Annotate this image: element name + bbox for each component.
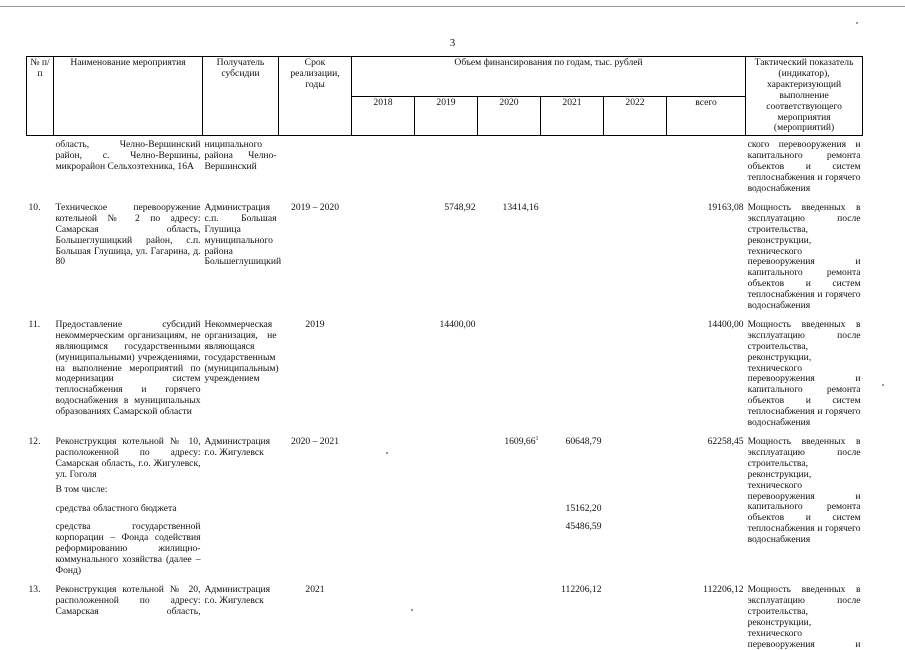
recipient: Администрация г.о. Жигулевск bbox=[204, 583, 271, 606]
recipient: ниципального района Челно-Вершинский bbox=[204, 139, 277, 173]
header-year-2021: 2021 bbox=[541, 96, 604, 136]
value-2021: 60648,79 bbox=[565, 436, 602, 447]
footnote-mark: 1 bbox=[535, 435, 539, 442]
value-2022 bbox=[604, 577, 667, 650]
recipient: Администрация с.п. Большая Глушица муниципального района Большеглушицкий bbox=[204, 201, 282, 268]
recipient: Некоммерческая организация, не являющаяся государственным (муниципальным) учреждением bbox=[204, 318, 279, 385]
indicator: Мощность введенных в эксплуатацию после строительства, реконструкции, технического перевооружения и капитального ремонта объектов и систем теплоснабжения и горячего водоснабжения bbox=[747, 318, 861, 429]
row-num bbox=[27, 136, 54, 195]
activity-name: область, Челно-Вершинский район, с. Челно-Вершины, микрорайон Сельхозтехника, 16А bbox=[55, 139, 201, 173]
value-2019: 14400,00 bbox=[439, 318, 476, 330]
header-num: № п/п bbox=[27, 57, 54, 136]
recipient: Администрация г.о. Жигулевск bbox=[204, 436, 271, 458]
value-2022 bbox=[604, 195, 667, 312]
including-label: В том числе: bbox=[55, 483, 108, 495]
row-num: 12. bbox=[28, 436, 41, 447]
value-total: 62258,45 bbox=[707, 436, 744, 447]
value-2019 bbox=[415, 429, 478, 481]
regional-budget-2021: 15162,20 bbox=[565, 502, 602, 514]
header-recipient: Получатель субсидии bbox=[203, 57, 279, 136]
value-2018 bbox=[352, 195, 415, 312]
fund-2021: 45486,59 bbox=[565, 521, 602, 533]
table-row bbox=[27, 577, 863, 650]
activity-name: Реконструкция котельной № 10, расположенной по адресу: Самарская область, г.о. Жигулевск, ул. Гоголя bbox=[55, 436, 201, 480]
header-year-2022: 2022 bbox=[604, 96, 667, 136]
term: 2019 – 2020 bbox=[291, 201, 339, 213]
table-row bbox=[27, 481, 863, 496]
value-2021 bbox=[541, 195, 604, 312]
regional-budget-label: средства областного бюджета bbox=[55, 502, 177, 514]
row-num: 13. bbox=[28, 583, 41, 595]
value-2018 bbox=[352, 577, 415, 650]
scan-speck bbox=[386, 452, 388, 454]
value-2022 bbox=[604, 429, 667, 481]
table-row bbox=[27, 496, 863, 515]
header-year-2018: 2018 bbox=[352, 96, 415, 136]
value-2018 bbox=[352, 429, 415, 481]
value-2020 bbox=[478, 429, 541, 481]
header-row-top bbox=[27, 57, 863, 97]
indicator: Мощность введенных в эксплуатацию после строительства, реконструкции, технического перевооружения и капитального ремонта объектов и систем теплоснабжения и горячего водоснабжения bbox=[747, 201, 861, 312]
value-2021: 112206,12 bbox=[561, 583, 602, 595]
header-activity-name: Наименование мероприятия bbox=[54, 57, 203, 136]
header-term: Срок реализации, годы bbox=[279, 57, 352, 136]
row-num: 11. bbox=[28, 318, 41, 330]
value-2022 bbox=[604, 312, 667, 429]
header-funding: Объем финансирования по годам, тыс. рублей bbox=[352, 57, 746, 97]
table-row bbox=[27, 312, 863, 429]
value-2018 bbox=[352, 312, 415, 429]
header-indicator: Тактический показатель (индикатор), характеризующий выполнение соответствующего мероприятия (мероприятий) bbox=[746, 57, 863, 136]
value-total: 112206,12 bbox=[703, 583, 744, 595]
program-activities-table bbox=[26, 56, 863, 650]
value-total: 14400,00 bbox=[707, 318, 744, 330]
header-year-2019: 2019 bbox=[415, 96, 478, 136]
table-row bbox=[27, 429, 863, 481]
page-number: 3 bbox=[449, 37, 456, 49]
value-total: 19163,08 bbox=[707, 201, 744, 213]
table-row bbox=[27, 514, 863, 577]
header-year-2020: 2020 bbox=[478, 96, 541, 136]
value-2020: 13414,16 bbox=[502, 201, 539, 213]
term: 2021 bbox=[305, 583, 325, 595]
activity-name: Реконструкция котельной № 20, расположенной по адресу: Самарская область, bbox=[55, 583, 201, 617]
fund-label: средства государственной корпорации – Фонда содействия реформированию жилищно-коммунального хозяйства (далее – Фонд) bbox=[55, 521, 201, 577]
value-2020 bbox=[478, 312, 541, 429]
value-2020-amount: 1609,66 bbox=[504, 436, 536, 447]
indicator: Мощность введенных в эксплуатацию после строительства, реконструкции, технического перевооружения и капитального ремонта объектов и систем теплоснабжения и горячего водоснабжения bbox=[747, 436, 861, 546]
scan-speck bbox=[411, 609, 413, 611]
term: 2019 bbox=[305, 318, 325, 330]
value-2019 bbox=[415, 577, 478, 650]
value-2019: 5748,92 bbox=[444, 201, 476, 213]
table-row bbox=[27, 136, 863, 195]
indicator: ского перевооружения и капитального ремонта объектов и систем теплоснабжения и горячего водоснабжения bbox=[747, 139, 861, 194]
row-num: 10. bbox=[28, 201, 41, 213]
term: 2020 – 2021 bbox=[291, 436, 339, 447]
value-2020 bbox=[478, 577, 541, 650]
scan-top-edge bbox=[0, 6, 905, 7]
scan-speck bbox=[856, 22, 858, 24]
scan-speck bbox=[882, 384, 884, 386]
activity-name: Предоставление субсидий некоммерческим организациям, не являющимся государственными (муниципальными) учреждениями, на выполнение мероприятий по модернизации систем теплоснабжения и горячего водоснабжения в муниципальных образованиях Самарской области bbox=[55, 318, 201, 418]
table-row bbox=[27, 195, 863, 312]
indicator: Мощность введенных в эксплуатацию после строительства, реконструкции, технического перевооружения и bbox=[747, 583, 861, 650]
header-total: всего bbox=[667, 96, 746, 136]
value-2021 bbox=[541, 312, 604, 429]
activity-name: Техническое перевооружение котельной № 2 по адресу: Самарская область, Большеглушицкий район, с.п. Большая Глушица, ул. Гагарина, д. 80 bbox=[55, 201, 201, 268]
